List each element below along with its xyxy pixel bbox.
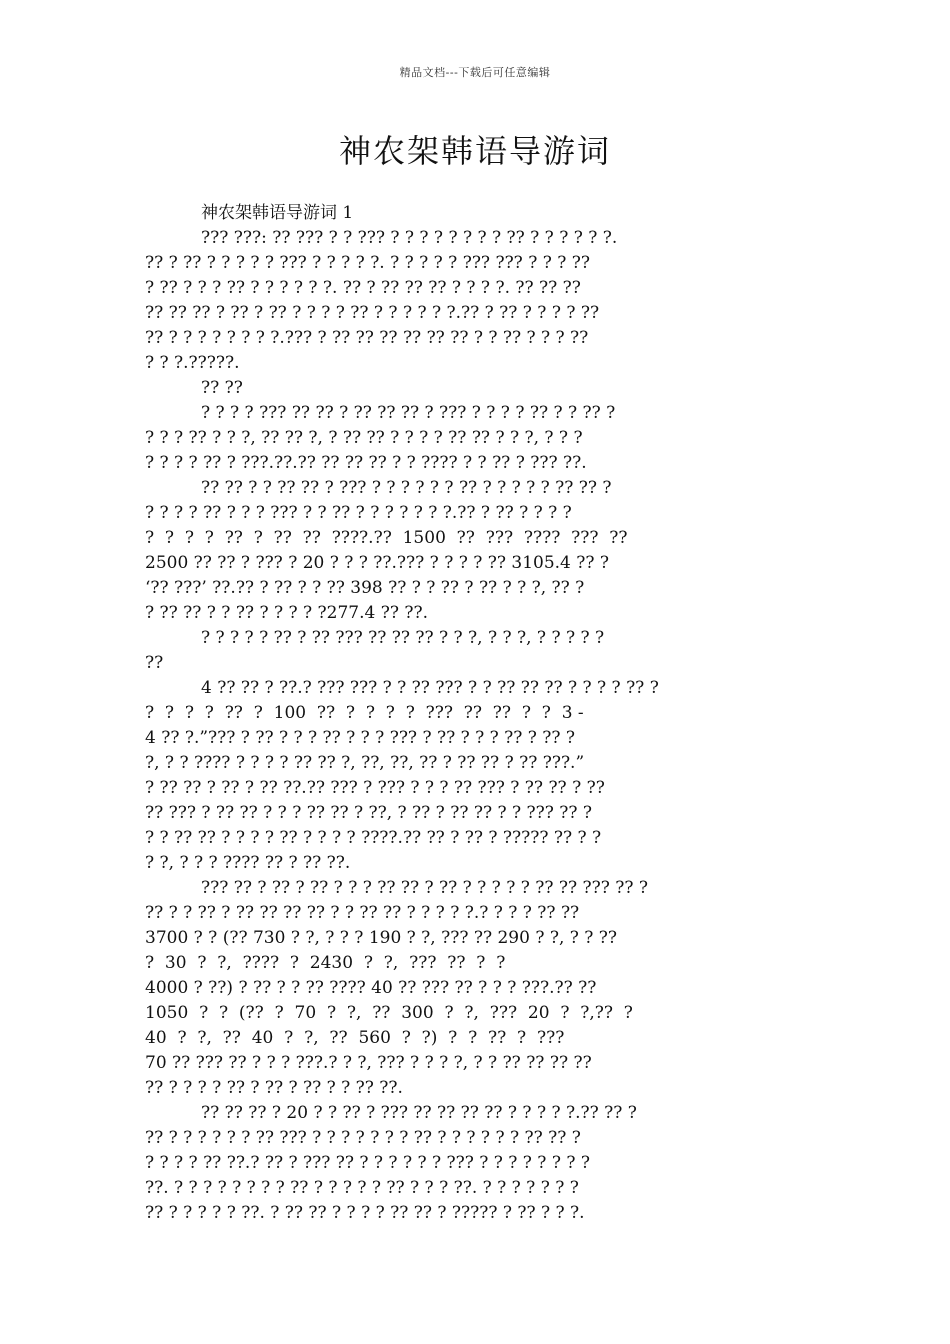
paragraph: [145, 876, 805, 1101]
paragraph-line: ? ? ? ? ?? ??.? ?? ? ??? ?? ? ? ? ? ? ? ??? ? ? ? ? ? ? ? ?: [145, 1153, 590, 1173]
paragraph: [145, 376, 805, 401]
paragraph-line: ?? ? ? ? ? ? ? ?? ??? ? ? ? ? ? ? ? ?? ? ? ? ? ? ? ?? ?? ?: [145, 1128, 581, 1148]
paragraph: [145, 476, 805, 626]
paragraph-line: ? ?? ?? ? ? ?? ? ? ? ? ?277.4 ?? ??.: [145, 603, 428, 623]
paragraph-line: ?? ? ? ? ? ? ? ? ?.??? ? ?? ?? ?? ?? ?? ?? ? ? ?? ? ? ? ??: [145, 328, 589, 348]
paragraph-line: ?? ? ? ? ? ? ??. ? ?? ?? ? ? ? ? ?? ?? ? ????? ? ?? ? ? ?.: [145, 1203, 585, 1223]
paragraph-line: ? ? ? ? ?? ? 100 ?? ? ? ? ? ??? ?? ?? ? ? 3 -: [145, 703, 584, 723]
section-subtitle: 神农架韩语导游词 1: [201, 203, 354, 223]
paragraph-line: ?, ? ? ???? ? ? ? ? ?? ?? ?, ??, ??, ?? ? ?? ?? ? ?? ???.”: [145, 753, 585, 773]
paragraph-line: ? ? ? ? ? ?? ? ?? ??? ?? ?? ?? ? ? ?, ? ? ?, ? ? ? ? ?: [201, 628, 605, 648]
paragraph: [145, 226, 805, 376]
paragraph: [145, 401, 805, 476]
paragraph-line: ? ?? ? ? ? ?? ? ? ? ? ? ?. ?? ? ?? ?? ?? ? ? ? ?. ?? ?? ??: [145, 278, 581, 298]
paragraph-line: ?? ?? ?? ? ?? ? ?? ? ? ? ? ?? ? ? ? ? ? ?.?? ? ?? ? ? ? ? ??: [145, 303, 600, 323]
paragraph-line: 4000 ? ??) ? ?? ? ? ?? ???? 40 ?? ??? ?? ? ? ? ???.?? ??: [145, 978, 597, 998]
paragraph-line: ? ? ? ? ?? ? ? ? ??? ? ? ?? ? ? ? ? ? ? ?.?? ? ?? ? ? ? ?: [145, 503, 572, 523]
header-note: 精品文档---下载后可任意编辑: [399, 66, 551, 79]
paragraph-line: ? ? ?.?????.: [145, 353, 240, 373]
paragraph-line: ? ? ?? ?? ? ? ? ? ?? ? ? ? ? ????.?? ?? ? ?? ? ????? ?? ? ?: [145, 828, 602, 848]
paragraph-line: 4 ?? ?.”??? ? ?? ? ? ? ?? ? ? ? ??? ? ?? ? ? ? ?? ? ?? ?: [145, 728, 576, 748]
paragraph-line: 70 ?? ??? ?? ? ? ? ???.? ? ?, ??? ? ? ? ?, ? ? ?? ?? ?? ??: [145, 1053, 592, 1073]
paragraph-line: 4 ?? ?? ? ??.? ??? ??? ? ? ?? ??? ? ? ?? ?? ?? ? ? ? ? ?? ?: [201, 678, 659, 698]
paragraph-line: ?? ? ?? ? ? ? ? ? ??? ? ? ? ? ?. ? ? ? ? ? ??? ??? ? ? ? ??: [145, 253, 590, 273]
paragraph-line: ?? ? ? ?? ? ?? ?? ?? ?? ? ? ?? ?? ? ? ? ? ?.? ? ? ? ?? ??: [145, 903, 580, 923]
paragraph-line: ??? ???: ?? ??? ? ? ??? ? ? ? ? ? ? ? ? ?? ? ? ? ? ? ?.: [201, 228, 618, 248]
paragraph-line: ??: [145, 653, 164, 673]
document-body: [145, 200, 805, 1226]
paragraph: [145, 626, 805, 676]
paragraph: [145, 676, 805, 876]
paragraph-line: ?? ?? ? ? ?? ?? ? ??? ? ? ? ? ? ? ?? ? ? ? ? ? ?? ?? ?: [201, 478, 612, 498]
paragraph-line: ? ? ? ? ?? ? ?? ?? ????.?? 1500 ?? ??? ???? ??? ??: [145, 528, 628, 548]
paragraph-line: ? ? ? ? ??? ?? ?? ? ?? ?? ?? ? ??? ? ? ? ? ?? ? ? ?? ?: [201, 403, 616, 423]
paragraph-line: ?? ? ? ? ? ?? ? ?? ? ?? ? ? ?? ??.: [145, 1078, 403, 1098]
paragraph-line: ? 30 ? ?, ???? ? 2430 ? ?, ??? ?? ? ?: [145, 953, 506, 973]
paragraph: [145, 1101, 805, 1226]
paragraph-line: ??. ? ? ? ? ? ? ? ? ?? ? ? ? ? ? ?? ? ? ? ??. ? ? ? ? ? ? ?: [145, 1178, 579, 1198]
paragraph-line: 40 ? ?, ?? 40 ? ?, ?? 560 ? ?) ? ? ?? ? ???: [145, 1028, 565, 1048]
paragraph-line: ? ? ? ? ?? ? ???.??.?? ?? ?? ?? ? ? ???? ? ? ?? ? ??? ??.: [145, 453, 587, 473]
paragraph-line: ?? ??? ? ?? ?? ? ? ? ?? ?? ? ??, ? ?? ? ?? ?? ? ? ??? ?? ?: [145, 803, 592, 823]
paragraph-line: ? ?, ? ? ? ???? ?? ? ?? ??.: [145, 853, 351, 873]
paragraph-line: ? ?? ?? ? ?? ? ?? ??.?? ??? ? ??? ? ? ? ?? ??? ? ?? ?? ? ??: [145, 778, 605, 798]
document-title: 神农架韩语导游词: [338, 132, 611, 170]
paragraph-line: 2500 ?? ?? ? ??? ? 20 ? ? ? ??.??? ? ? ? ? ?? 3105.4 ?? ?: [145, 553, 610, 573]
paragraph-line: ?? ?? ?? ? 20 ? ? ?? ? ??? ?? ?? ?? ?? ? ? ? ? ?.?? ?? ?: [201, 1103, 637, 1123]
paragraph-line: 1050 ? ? (?? ? 70 ? ?, ?? 300 ? ?, ??? 20 ? ?,?? ?: [145, 1003, 633, 1023]
paragraph-line: ??? ?? ? ?? ? ?? ? ? ? ?? ?? ? ?? ? ? ? ? ? ?? ?? ??? ?? ?: [201, 878, 648, 898]
paragraph-line: 3700 ? ? (?? 730 ? ?, ? ? ? 190 ? ?, ??? ?? 290 ? ?, ? ? ??: [145, 928, 618, 948]
paragraph-line: ‘?? ???’ ??.?? ? ?? ? ? ?? 398 ?? ? ? ?? ? ?? ? ? ?, ?? ?: [145, 578, 585, 598]
paragraph-line: ?? ??: [201, 378, 243, 398]
paragraph-line: ? ? ? ?? ? ? ?, ?? ?? ?, ? ?? ?? ? ? ? ? ?? ?? ? ? ?, ? ? ?: [145, 428, 583, 448]
